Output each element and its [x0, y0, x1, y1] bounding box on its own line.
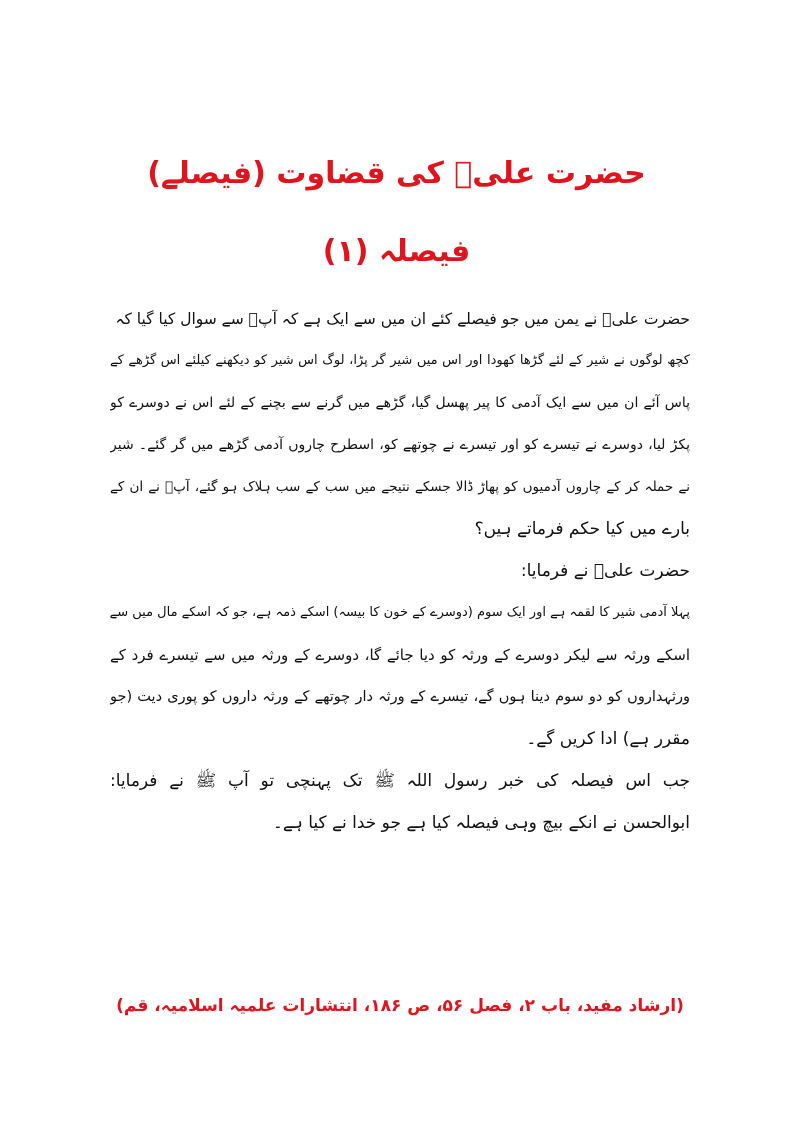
text-line-5: نے حملہ کر کے چاروں آدمیوں کو پھاڑ ڈالا جسکے نتیجے میں سب کے سب ہلاک ہو گئے، آپؑ نے ان کے: [110, 479, 690, 495]
body-text: [110, 298, 690, 844]
page-title: حضرت علیؑ کی قضاوت (فیصلے): [147, 156, 646, 191]
text-line-11: مقرر ہے) ادا کریں گے۔: [526, 729, 690, 749]
reference-citation: (ارشاد مفید، باب ۲، فصل ۵۶، ص ۱۸۶، انتشارات علمیہ اسلامیہ، قم): [116, 996, 684, 1016]
text-line-2: کچھ لوگوں نے شیر کے لئے گڑھا کھودا اور اس میں شیر گر پڑا، لوگ اس شیر کو دیکھنے کیلئے اس گڑھے کے: [110, 353, 690, 368]
text-line-8: پہلا آدمی شیر کا لقمہ ہے اور ایک سوم (دوسرے کے خون کا بیسہ) اسکے ذمہ ہے، جو کہ اسکے مال میں سے: [110, 605, 690, 620]
text-line-7: حضرت علیؑ نے فرمایا:: [520, 561, 690, 581]
text-line-10: ورثہداروں کو دو سوم دینا ہوں گے، تیسرے کے ورثہ دار چوتھے کے ورثہ داروں کو پوری دیت (جو: [110, 689, 690, 705]
text-line-3: پاس آئے ان میں سے ایک آدمی کا پیر پھسل گیا، گڑھے میں گرنے سے بچنے کے لئے اس نے دوسرے کو: [110, 395, 690, 411]
text-line-1: حضرت علیؑ نے یمن میں جو فیصلے کئے ان میں سے ایک ہے کہ آپؑ سے سوال کیا گیا کہ: [115, 310, 690, 328]
text-line-12: جب اس فیصلہ کی خبر رسول اللہ ﷺ تک پہنچی تو آپ ﷺ نے فرمایا:: [110, 771, 690, 791]
section-heading: فیصلہ (۱): [322, 234, 471, 269]
text-line-6: بارے میں کیا حکم فرماتے ہیں؟: [474, 519, 690, 539]
text-line-9: اسکے ورثہ سے لیکر دوسرے کے ورثہ کو دیا جائے گا، دوسرے کے ورثہ میں سے تیسرے فرد کے: [110, 646, 690, 664]
text-line-4: پکڑ لیا، دوسرے نے تیسرے کو اور تیسرے نے چوتھے کو، اسطرح چاروں آدمی گڑھے میں گر گئے۔ شیر: [110, 437, 690, 453]
text-line-13: ابوالحسن نے انکے بیچ وہی فیصلہ کیا ہے جو خدا نے کیا ہے۔: [272, 813, 690, 833]
